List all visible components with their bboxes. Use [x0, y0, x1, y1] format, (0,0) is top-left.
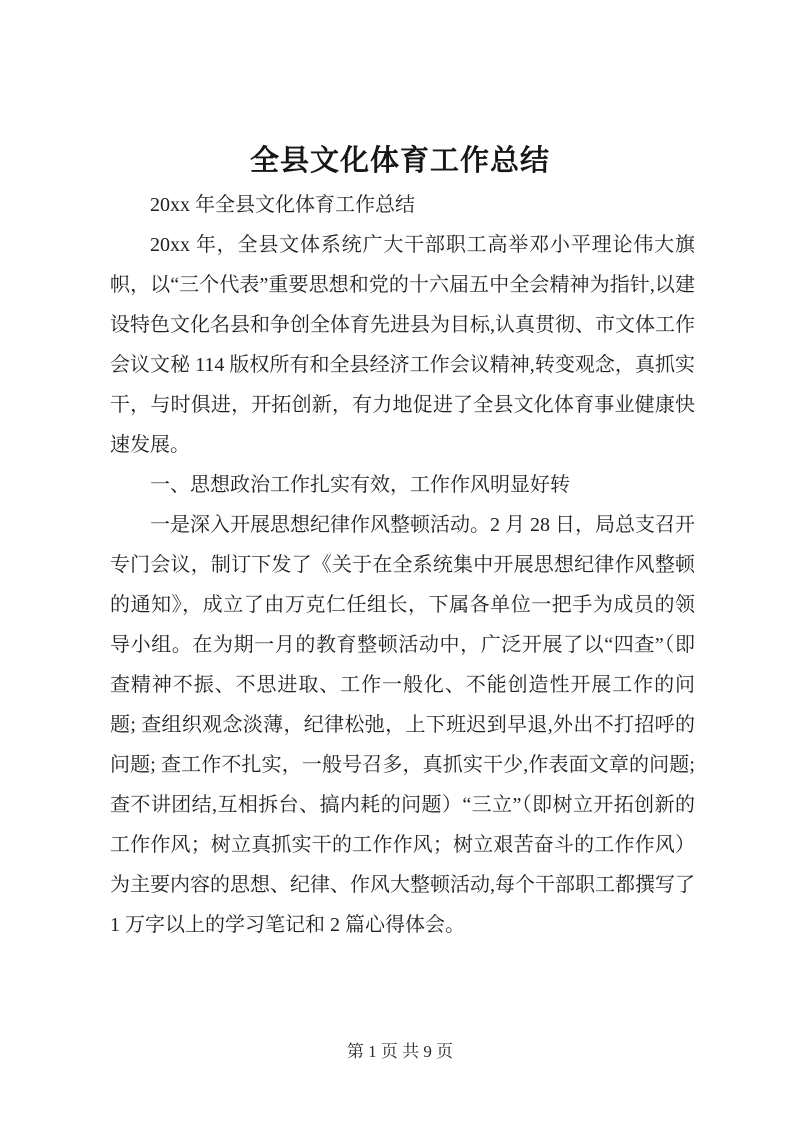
body-paragraph: 20xx 年全县文化体育工作总结 [150, 194, 415, 216]
document-title: 全县文化体育工作总结 [249, 145, 550, 177]
section-heading: 一、思想政治工作扎实有效，工作作风明显好转 [150, 474, 570, 496]
page-number-label: 第 1 页 共 9 页 [346, 1042, 454, 1061]
document-body [110, 185, 695, 945]
page-footer [0, 1040, 800, 1064]
body-paragraph: 一是深入开展思想纪律作风整顿活动。2 月 28 日，局总支召开专门会议，制订下发了《关于在全系统集中开展思想纪律作风整顿的通知》，成立了由万克仁任组长，下属各单位一把手为成员的领导小组。在为期一月的教育整顿活动中，广泛开展了以“四查”（即查精神不振、不思进取、工作一般化、不能创造性开展工作的问题; 查组织观念淡薄，纪律松弛，上下班迟到早退,外出不打招呼的问题; 查工作不扎实，一般号召多，真抓实干少,作表面文章的问题; 查不讲团结,互相拆台、搞内耗的问题）“三立”（即树立开拓创新的工作作风；树立真抓实干的工作作风；树立艰苦奋斗的工作作风）为主要内容的思想、纪律、作风大整顿活动,每个干部职工都撰写了 1 万字以上的学习笔记和 2 篇心得体会。 [110, 514, 695, 936]
body-paragraph: 20xx 年，全县文体系统广大干部职工高举邓小平理论伟大旗帜，以“三个代表”重要思想和党的十六届五中全会精神为指针,以建设特色文化名县和争创全体育先进县为目标,认真贯彻、市文体工作会议文秘 114 版权所有和全县经济工作会议精神,转变观念，真抓实干，与时俱进，开拓创新，有力地促进了全县文化体育事业健康快速发展。 [110, 234, 695, 456]
